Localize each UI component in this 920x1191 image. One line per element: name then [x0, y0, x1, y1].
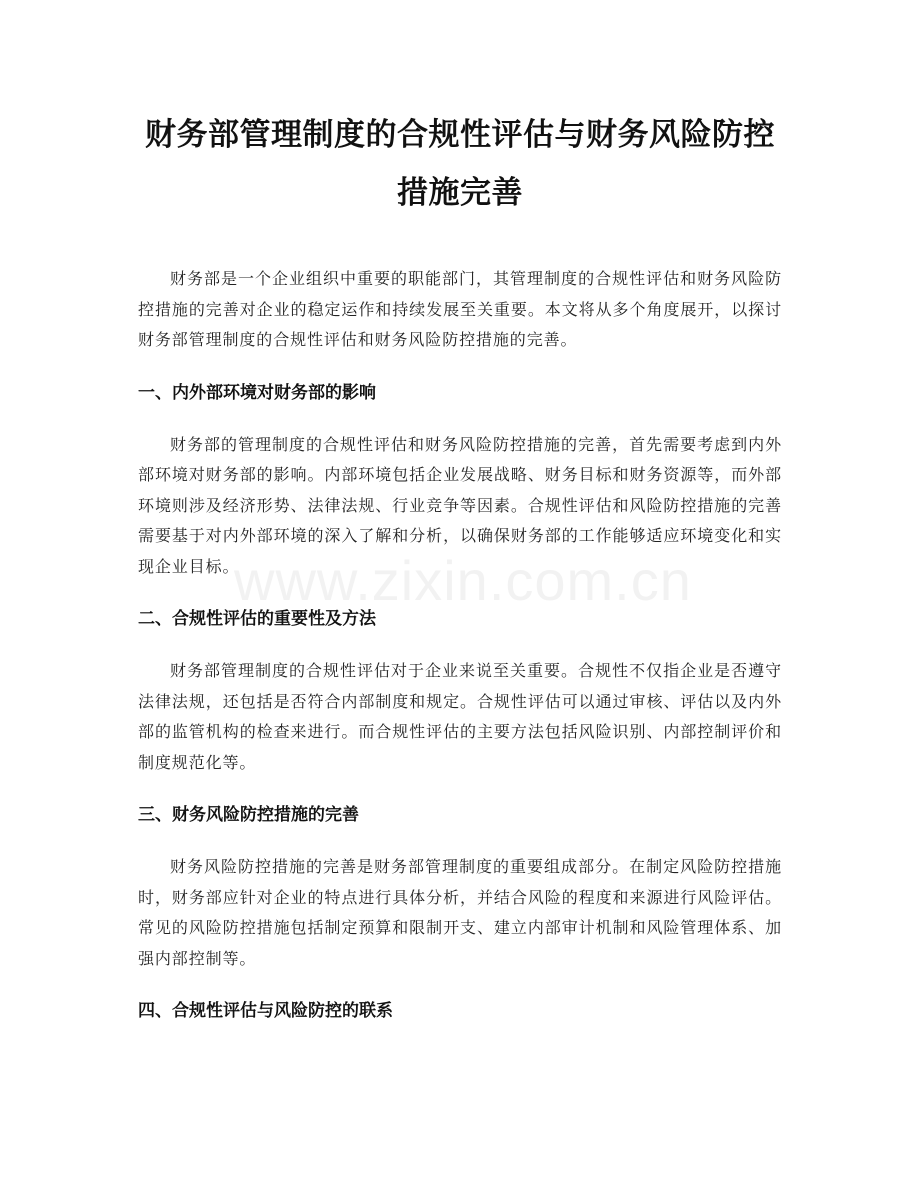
section-body-1: 财务部的管理制度的合规性评估和财务风险防控措施的完善，首先需要考虑到内外部环境对财务部的影响。内部环境包括企业发展战略、财务目标和财务资源等，而外部环境则涉及经济形势、法律法规、行业竞争等因素。合规性评估和风险防控措施的完善需要基于对内外部环境的深入了解和分析，以确保财务部的工作能够适应环境变化和实现企业目标。	[138, 434, 782, 576]
watermark: www.zixin.com.cn	[234, 549, 692, 612]
section-heading-4: 四、合规性评估与风险防控的联系	[138, 1001, 393, 1021]
document-title: 财务部管理制度的合规性评估与财务风险防控措施完善	[145, 117, 775, 211]
section-body-3: 财务风险防控措施的完善是财务部管理制度的重要组成部分。在制定风险防控措施时，财务部应针对企业的特点进行具体分析，并结合风险的程度和来源进行风险评估。常见的风险防控措施包括制定预算和限制开支、建立内部审计机制和风险管理体系、加强内部控制等。	[138, 857, 782, 968]
document-content	[138, 264, 782, 1026]
section-heading-3: 三、财务风险防控措施的完善	[138, 805, 359, 825]
section-body-2: 财务部管理制度的合规性评估对于企业来说至关重要。合规性不仅指企业是否遵守法律法规，还包括是否符合内部制度和规定。合规性评估可以通过审核、评估以及内外部的监管机构的检查来进行。而合规性评估的主要方法包括风险识别、内部控制评价和制度规范化等。	[138, 661, 782, 772]
section-heading-1: 一、内外部环境对财务部的影响	[138, 382, 376, 403]
intro-paragraph: 财务部是一个企业组织中重要的职能部门，其管理制度的合规性评估和财务风险防控措施的完善对企业的稳定运作和持续发展至关重要。本文将从多个角度展开，以探讨财务部管理制度的合规性评估和财务风险防控措施的完善。	[138, 269, 782, 349]
section-heading-2: 二、合规性评估的重要性及方法	[138, 609, 376, 629]
